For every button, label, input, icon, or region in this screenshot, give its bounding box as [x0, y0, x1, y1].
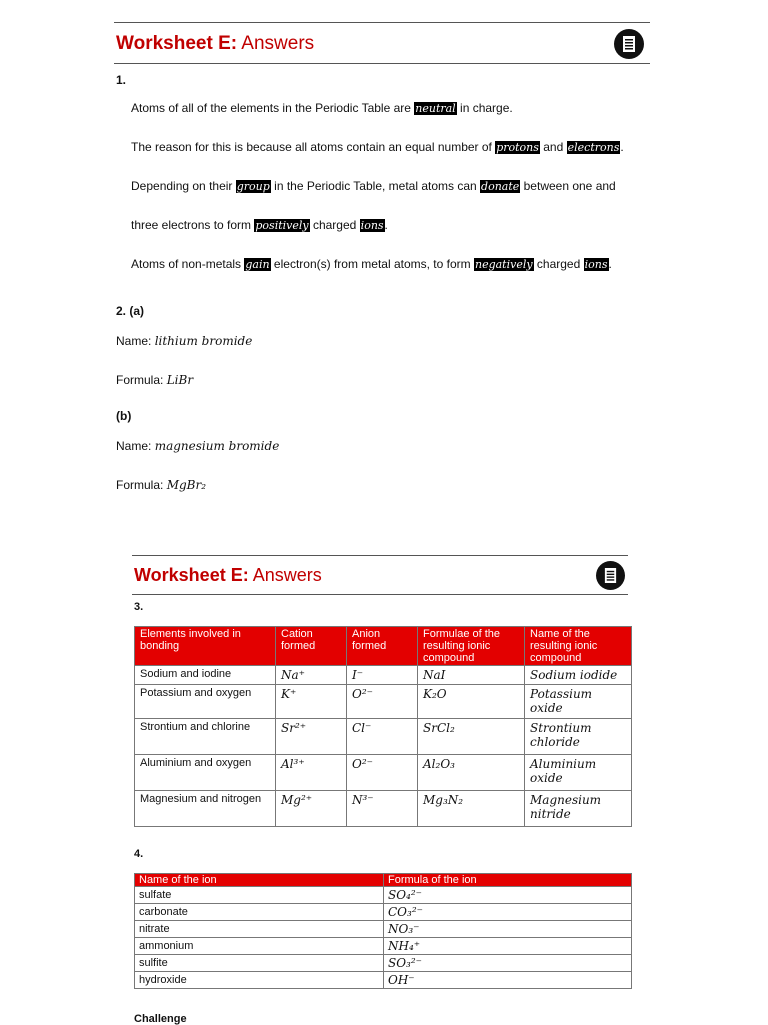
q1-line-4: three electrons to form positively charged ions.: [131, 218, 388, 232]
header-cell: Formulae of the resulting ionic compound: [418, 627, 525, 666]
question-2b-label: (b): [116, 409, 132, 423]
question-3-label: 3.: [134, 601, 144, 613]
header-cell: Name of the resulting ionic compound: [525, 627, 632, 666]
q2a-formula: Formula: LiBr: [116, 373, 194, 387]
top-rule-2: [132, 555, 628, 556]
question-2a-label: 2. (a): [116, 304, 145, 318]
cell: K₂O: [418, 685, 525, 719]
table-row: [135, 955, 632, 972]
cell: Na⁺: [276, 666, 347, 685]
cell: nitrate: [135, 921, 384, 938]
cell: Strontium chloride: [525, 719, 632, 755]
table-row: [135, 887, 632, 904]
table-row: [135, 755, 632, 791]
table-row: [135, 719, 632, 755]
title-rule-2: [132, 594, 628, 595]
header-cell: Name of the ion: [135, 874, 384, 887]
answer-box: ions: [584, 258, 608, 271]
answer-box: negatively: [474, 258, 533, 271]
cell: Potassium and oxygen: [135, 685, 276, 719]
cell: carbonate: [135, 904, 384, 921]
answer-box: positively: [255, 219, 309, 232]
q2b-name: Name: magnesium bromide: [116, 439, 280, 453]
page-title-2: Worksheet E: Answers: [134, 565, 322, 585]
q1-line-3: Depending on their group in the Periodic Table, metal atoms can donate between one and: [131, 179, 616, 193]
cell: sulfate: [135, 887, 384, 904]
cell: Potassium oxide: [525, 685, 632, 719]
cell: Al₂O₃: [418, 755, 525, 791]
cell: O²⁻: [347, 755, 418, 791]
table-header-row: [135, 874, 632, 887]
cell: Sodium and iodine: [135, 666, 276, 685]
table-row: [135, 791, 632, 827]
table-row: [135, 685, 632, 719]
question-1-label: 1.: [116, 73, 127, 87]
answer-box: gain: [245, 258, 270, 271]
table-row: [135, 972, 632, 989]
cell: Aluminium oxide: [525, 755, 632, 791]
cell: NaI: [418, 666, 525, 685]
answer-box: ions: [360, 219, 384, 232]
cell: CO₃²⁻: [384, 904, 632, 921]
q1-line-2: The reason for this is because all atoms contain an equal number of protons and electrons.: [131, 140, 624, 154]
cell: SO₄²⁻: [384, 887, 632, 904]
cell: Sr²⁺: [276, 719, 347, 755]
cell: Magnesium nitride: [525, 791, 632, 827]
cell: NH₄⁺: [384, 938, 632, 955]
title-rule: [114, 63, 650, 64]
q1-line-5: Atoms of non-metals gain electron(s) from metal atoms, to form negatively charged ions.: [131, 257, 612, 271]
header-cell: Anion formed: [347, 627, 418, 666]
header-cell: Cation formed: [276, 627, 347, 666]
challenge-label: Challenge: [134, 1013, 187, 1025]
cell: ammonium: [135, 938, 384, 955]
table-row: [135, 904, 632, 921]
ion-formula-table: [134, 873, 632, 989]
answer-box: group: [236, 180, 270, 193]
cell: O²⁻: [347, 685, 418, 719]
answer-box: neutral: [415, 102, 456, 115]
q2b-formula: Formula: MgBr₂: [116, 478, 207, 492]
document-icon-2: [596, 561, 625, 590]
cell: K⁺: [276, 685, 347, 719]
answer-box: protons: [496, 141, 539, 154]
cell: N³⁻: [347, 791, 418, 827]
cell: SO₃²⁻: [384, 955, 632, 972]
page-title: Worksheet E: Answers: [116, 33, 315, 54]
cell: Magnesium and nitrogen: [135, 791, 276, 827]
ionic-compounds-table: [134, 626, 632, 827]
table-row: [135, 921, 632, 938]
q1-line-1: Atoms of all of the elements in the Periodic Table are neutral in charge.: [131, 101, 513, 115]
cell: hydroxide: [135, 972, 384, 989]
answer-box: donate: [481, 180, 520, 193]
cell: NO₃⁻: [384, 921, 632, 938]
cell: Aluminium and oxygen: [135, 755, 276, 791]
cell: SrCl₂: [418, 719, 525, 755]
header-cell: Formula of the ion: [384, 874, 632, 887]
table-header-row: [135, 627, 632, 666]
cell: Sodium iodide: [525, 666, 632, 685]
cell: Strontium and chlorine: [135, 719, 276, 755]
document-icon: [614, 29, 644, 59]
top-rule: [114, 22, 650, 23]
cell: sulfite: [135, 955, 384, 972]
q2a-name: Name: lithium bromide: [116, 334, 253, 348]
answer-box: electrons: [567, 141, 620, 154]
header-cell: Elements involved in bonding: [135, 627, 276, 666]
cell: Mg₃N₂: [418, 791, 525, 827]
table-row: [135, 938, 632, 955]
cell: I⁻: [347, 666, 418, 685]
cell: Mg²⁺: [276, 791, 347, 827]
cell: OH⁻: [384, 972, 632, 989]
table-row: [135, 666, 632, 685]
question-4-label: 4.: [134, 848, 144, 860]
cell: Cl⁻: [347, 719, 418, 755]
cell: Al³⁺: [276, 755, 347, 791]
